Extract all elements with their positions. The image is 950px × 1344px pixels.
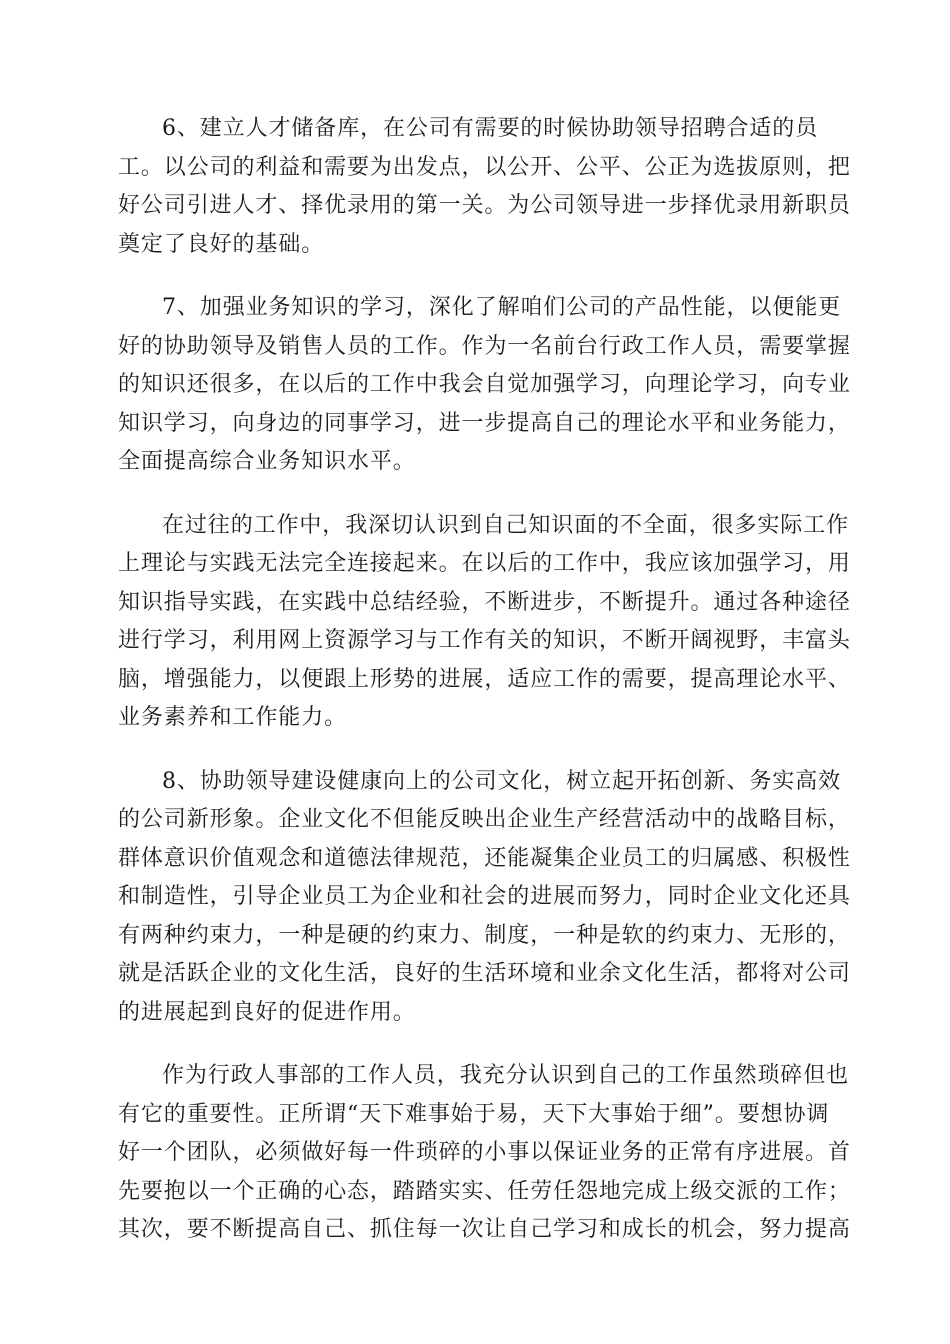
paragraph-line: 知识指导实践，在实践中总结经验，不断进步，不断提升。通过各种途径	[118, 589, 851, 615]
paragraph-item-8	[118, 763, 851, 1033]
paragraph-line: 先要抱以一个正确的心态，踏踏实实、任劳任怨地完成上级交派的工作；	[118, 1178, 851, 1204]
paragraph-line: 其次，要不断提高自己、抓住每一次让自己学习和成长的机会，努力提高	[118, 1217, 851, 1242]
paragraph-line: 和制造性，引导企业员工为企业和社会的进展而努力，同时企业文化还具	[118, 884, 851, 909]
paragraph-item-7	[118, 289, 851, 482]
paragraph-line: 的公司新形象。企业文化不但能反映出企业生产经营活动中的战略目标，	[118, 807, 851, 832]
paragraph-item-6	[118, 110, 851, 264]
paragraph-line: 8、协助领导建设健康向上的公司文化，树立起开拓创新、务实高效	[162, 768, 841, 794]
document-body	[118, 110, 851, 1275]
paragraph-hr-role	[118, 1057, 851, 1250]
paragraph-line: 有两种约束力，一种是硬的约束力、制度，一种是软的约束力、无形的，	[118, 922, 851, 948]
paragraph-line: 的进展起到良好的促进作用。	[118, 999, 416, 1025]
paragraph-line: 工。以公司的利益和需要为出发点，以公开、公平、公正为选拔原则，把	[118, 154, 851, 180]
paragraph-line: 好一个团队，必须做好每一件琐碎的小事以保证业务的正常有序进展。首	[118, 1140, 851, 1165]
paragraph-line: 知识学习，向身边的同事学习，进一步提高自己的理论水平和业务能力，	[118, 410, 851, 436]
paragraph-line: 进行学习，利用网上资源学习与工作有关的知识，不断开阔视野，丰富头	[118, 628, 851, 653]
paragraph-line: 脑，增强能力，以便跟上形势的进展，适应工作的需要，提高理论水平、	[118, 666, 851, 692]
paragraph-line: 在过往的工作中，我深切认识到自己知识面的不全面，很多实际工作	[162, 512, 850, 538]
paragraph-line: 作为行政人事部的工作人员，我充分认识到自己的工作虽然琐碎但也	[162, 1063, 850, 1088]
paragraph-line: 有它的重要性。正所谓“天下难事始于易，天下大事始于细”。要想协调	[118, 1101, 830, 1127]
paragraph-line: 7、加强业务知识的学习，深化了解咱们公司的产品性能，以便能更	[162, 295, 841, 320]
paragraph-line: 的知识还很多，在以后的工作中我会自觉加强学习，向理论学习，向专业	[118, 372, 851, 397]
paragraph-line: 群体意识价值观念和道德法律规范，还能凝集企业员工的归属感、积极性	[118, 845, 851, 871]
paragraph-line: 奠定了良好的基础。	[118, 231, 325, 257]
paragraph-line: 上理论与实践无法完全连接起来。在以后的工作中，我应该加强学习，用	[118, 551, 851, 576]
paragraph-learning	[118, 507, 851, 738]
paragraph-line: 就是活跃企业的文化生活，良好的生活环境和业余文化生活，都将对公司	[118, 961, 851, 986]
paragraph-line: 业务素养和工作能力。	[118, 705, 348, 730]
paragraph-line: 全面提高综合业务知识水平。	[118, 449, 416, 474]
paragraph-line: 好的协助领导及销售人员的工作。作为一名前台行政工作人员，需要掌握	[118, 333, 851, 359]
paragraph-line: 6、建立人才储备库，在公司有需要的时候协助领导招聘合适的员	[162, 116, 819, 141]
paragraph-line: 好公司引进人才、择优录用的第一关。为公司领导进一步择优录用新职员	[118, 193, 851, 218]
